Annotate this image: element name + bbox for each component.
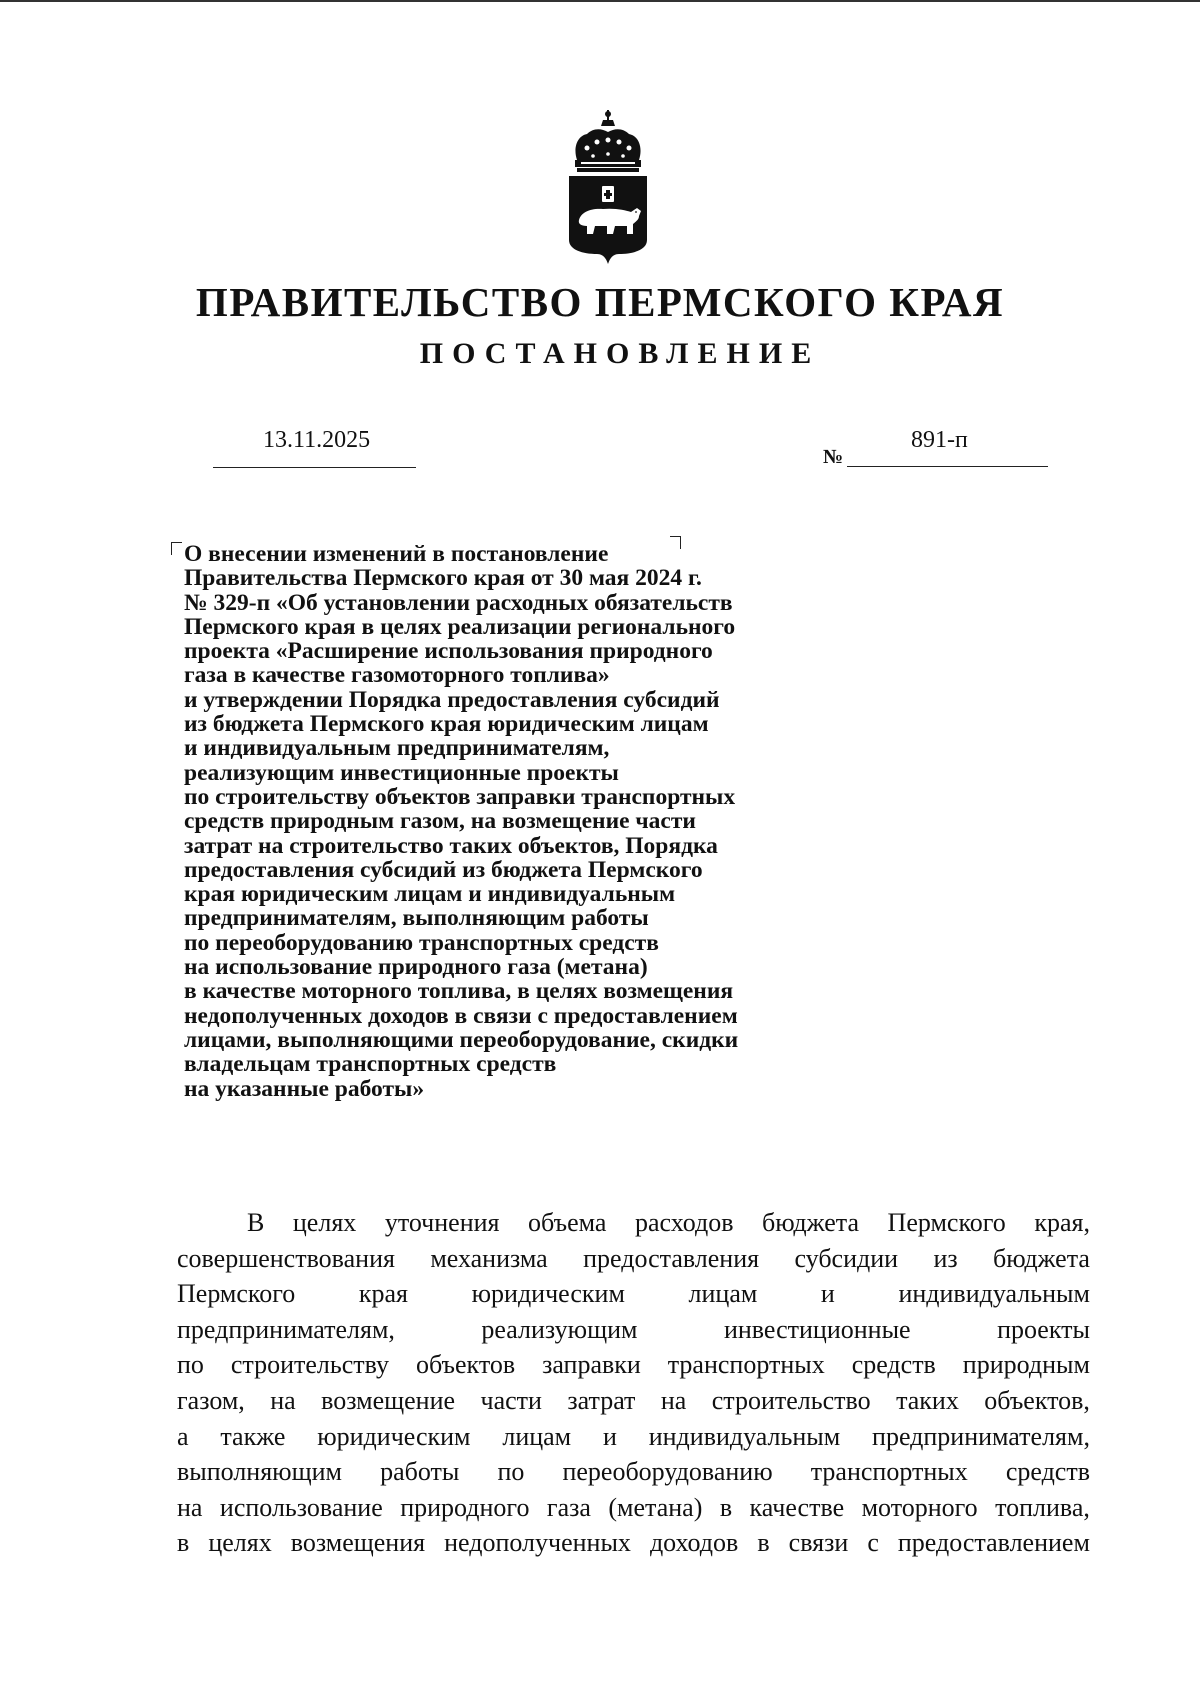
subject-line: № 329-п «Об установлении расходных обязательств bbox=[184, 589, 733, 616]
body-line: совершенствования механизма предоставления субсидии из бюджета bbox=[177, 1243, 1090, 1273]
subject-line: края юридическим лицам и индивидуальным bbox=[184, 881, 676, 908]
body-line: а также юридическим лицам и индивидуальным предпринимателям, bbox=[177, 1421, 1090, 1451]
subject-line: газа в качестве газомоторного топлива» bbox=[184, 662, 610, 689]
subject-line: затрат на строительство таких объектов, Порядка bbox=[184, 832, 718, 859]
subject-line: и индивидуальным предпринимателям, bbox=[184, 735, 610, 762]
body-line: газом, на возмещение части затрат на строительство таких объектов, bbox=[177, 1385, 1090, 1415]
document-type: ПОСТАНОВЛЕНИЕ bbox=[419, 337, 821, 370]
subject-line: предпринимателям, выполняющим работы bbox=[184, 905, 649, 932]
subject-line: Правительства Пермского края от 30 мая 2024 г. bbox=[184, 565, 702, 592]
number-field bbox=[823, 427, 1048, 467]
subject-line: и утверждении Порядка предоставления субсидий bbox=[184, 686, 720, 713]
subject-line: по строительству объектов заправки транспортных bbox=[184, 783, 736, 810]
government-title: ПРАВИТЕЛЬСТВО ПЕРМСКОГО КРАЯ bbox=[195, 279, 1005, 325]
number-underline bbox=[847, 466, 1048, 467]
body-line: на использование природного газа (метана) в качестве моторного топлива, bbox=[177, 1492, 1090, 1522]
subject-line: по переоборудованию транспортных средств bbox=[184, 929, 659, 956]
document-date: 13.11.2025 bbox=[263, 427, 371, 453]
subject-line: владельцам транспортных средств bbox=[184, 1051, 557, 1078]
subject-line: Пермского края в целях реализации регионального bbox=[184, 613, 736, 640]
subject-line: на использование природного газа (метана) bbox=[184, 954, 648, 981]
subject-line: в качестве моторного топлива, в целях возмещения bbox=[184, 978, 734, 1005]
subject-line: средств природным газом, на возмещение части bbox=[184, 808, 696, 835]
subject-line: О внесении изменений в постановление bbox=[184, 541, 609, 567]
perm-krai-coat-of-arms-icon bbox=[563, 108, 653, 266]
body-line: Пермского края юридическим лицам и индивидуальным bbox=[177, 1279, 1090, 1309]
body-line: предпринимателям, реализующим инвестиционные проекты bbox=[177, 1314, 1090, 1344]
body-line: выполняющим работы по переоборудованию транспортных средств bbox=[177, 1457, 1090, 1487]
body-paragraph bbox=[177, 1205, 1090, 1561]
document-subject bbox=[184, 542, 884, 1101]
number-sign: № bbox=[823, 446, 844, 468]
subject-line: предоставления субсидий из бюджета Пермского bbox=[184, 856, 703, 883]
subject-line: лицами, выполняющими переоборудование, скидки bbox=[184, 1026, 739, 1053]
body-line: в целях возмещения недополученных доходов в связи с предоставлением bbox=[177, 1528, 1090, 1558]
body-line: В целях уточнения объема расходов бюджета Пермского края, bbox=[247, 1208, 1090, 1237]
subject-corner-mark-left bbox=[171, 542, 182, 555]
scan-edge bbox=[0, 0, 1200, 2]
document-number: 891-п bbox=[911, 427, 968, 453]
body-line: по строительству объектов заправки транспортных средств природным bbox=[177, 1350, 1090, 1380]
subject-line: реализующим инвестиционные проекты bbox=[184, 759, 619, 786]
subject-line: проекта «Расширение использования природного bbox=[184, 638, 713, 665]
subject-line: из бюджета Пермского края юридическим лицам bbox=[184, 711, 709, 738]
subject-line: недополученных доходов в связи с предоставлением bbox=[184, 1002, 738, 1029]
date-field bbox=[213, 427, 416, 468]
subject-line: на указанные работы» bbox=[184, 1075, 425, 1102]
